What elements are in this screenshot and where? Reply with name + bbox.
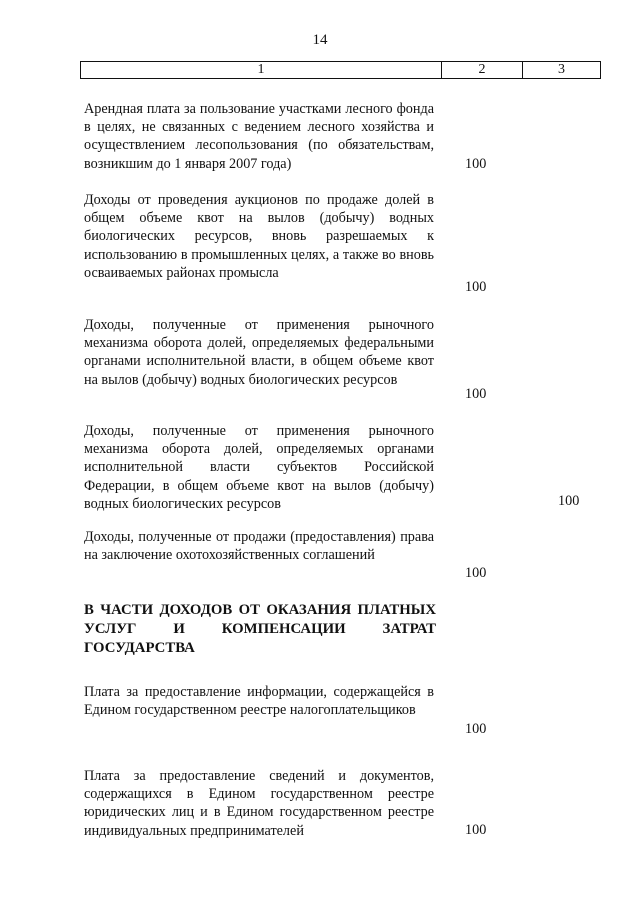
- row-value-col3: 100: [558, 493, 580, 509]
- column-header-1: 1: [81, 62, 442, 78]
- row-description: Доходы от проведения аукционов по продаже долей в общем объеме квот на вылов (добычу) водных биологических ресурсов, вновь разрешаемых к использованию в промышленных целях, а также во вновь осваиваемых районах промысла: [84, 192, 434, 281]
- row-value-col2: 100: [465, 565, 487, 581]
- column-header-2: 2: [442, 62, 523, 78]
- row-description: Доходы, полученные от продажи (предоставления) права на заключение охотохозяйственных соглашений: [84, 529, 434, 564]
- row-description: Арендная плата за пользование участками лесного фонда в целях, не связанных с ведением лесного хозяйства и осуществлением лесопользования (по обязательствам, возникшим до 1 января 2007 года): [84, 101, 434, 172]
- row-description: Плата за предоставление сведений и документов, содержащихся в Едином государственном реестре юридических лиц и в Едином государственном реестре индивидуальных предпринимателей: [84, 768, 434, 839]
- row-value-col2: 100: [465, 721, 487, 737]
- column-header-3: 3: [558, 62, 565, 77]
- page-number: 14: [312, 32, 328, 48]
- column-header-row: [80, 61, 601, 79]
- row-description: Плата за предоставление информации, содержащейся в Едином государственном реестре налогоплательщиков: [84, 684, 434, 719]
- row-value-col2: 100: [465, 386, 487, 402]
- row-description: Доходы, полученные от применения рыночного механизма оборота долей, определяемых органами исполнительной власти субъектов Российской Федерации, в общем объеме квот на вылов (добычу) водных биологических ресурсов: [84, 423, 434, 512]
- row-value-col2: 100: [465, 156, 487, 172]
- row-value-col2: 100: [465, 279, 487, 295]
- section-heading: В ЧАСТИ ДОХОДОВ ОТ ОКАЗАНИЯ ПЛАТНЫХ УСЛУГ И КОМПЕНСАЦИИ ЗАТРАТ ГОСУДАРСТВА: [84, 602, 436, 656]
- row-description: Доходы, полученные от применения рыночного механизма оборота долей, определяемых федеральными органами исполнительной власти, в общем объеме квот на вылов (добычу) водных биологических ресурсов: [84, 317, 434, 388]
- row-value-col2: 100: [465, 822, 487, 838]
